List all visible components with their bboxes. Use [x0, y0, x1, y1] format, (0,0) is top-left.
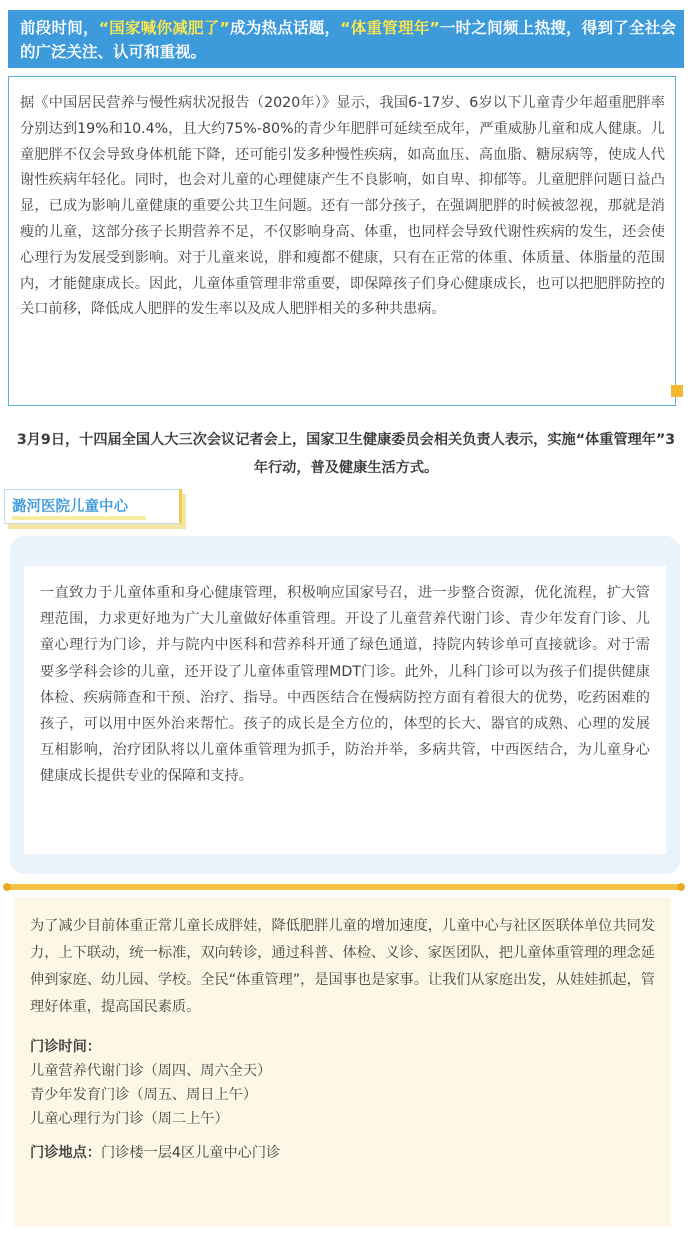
headline-banner: [8, 10, 684, 68]
banner-prefix: 前段时间，: [20, 19, 99, 37]
report-text: 据《中国居民营养与慢性病状况报告（2020年）》显示，我国6-17岁、6岁以下儿童青少年超重肥胖率分别达到19%和10.4%，且大约75%-80%的青少年肥胖可延续至成年，严重威胁儿童和成人健康。儿童肥胖不仅会导致身体机能下降，还可能引发多种慢性疾病，如高血压、高血脂、糖尿病等，使成人代谢性疾病年轻化。同时，也会对儿童的心理健康产生不良影响，如自卑、抑郁等。儿童肥胖问题日益凸显，已成为影响儿童健康的重要公共卫生问题。还有一部分孩子，在强调肥胖的时候被忽视，那就是消瘦的儿童，这部分孩子长期营养不足，不仅影响身高、体重，也同样会导致代谢性疾病的发生，还会使心理行为发展受到影响。对于儿童来说，胖和瘦都不健康，只有在正常的体重、体质量、体脂量的范围内，才能健康成长。因此，儿童体重管理非常重要，即保障孩子们身心健康成长，也可以把肥胖防控的关口前移，降低成人肥胖的发生率以及成人肥胖相关的多种共患病。: [20, 95, 665, 318]
clinic-location: [30, 1141, 655, 1165]
banner-suffix: 一时之间频上热搜，得到了全社会的广泛关注、认可和重视。: [20, 19, 676, 61]
banner-middle: 成为热点话题，: [229, 19, 341, 37]
clinic-hours-item: 青少年发育门诊（周五、周日上午）: [30, 1087, 258, 1103]
corner-decoration: [671, 385, 683, 397]
clinic-location-label: 门诊地点：: [30, 1145, 101, 1161]
clinic-location-value: 门诊楼一层4区儿童中心门诊: [100, 1145, 281, 1161]
report-box: [8, 76, 676, 406]
announcement: 3月9日，十四届全国人大三次会议记者会上，国家卫生健康委员会相关负责人表示，实施“体重管理年”3年行动，普及健康生活方式。: [16, 432, 676, 476]
banner-highlight-year: “体重管理年”: [340, 19, 440, 37]
gold-divider: [5, 884, 683, 890]
tab-underline: [12, 516, 146, 520]
banner-highlight-slogan: “国家喊你减肥了”: [98, 19, 230, 37]
community-panel: [14, 897, 671, 1227]
community-text: 为了减少目前体重正常儿童长成胖娃，降低肥胖儿童的增加速度，儿童中心与社区医联体单位共同发力，上下联动，统一标准，双向转诊，通过科普、体检、义诊、家医团队，把儿童体重管理的理念延伸到家庭、幼儿园、学校。全民“体重管理”，是国事也是家事。让我们从家庭出发，从娃娃抓起，管理好体重，提高国民素质。: [30, 918, 655, 1015]
section-tab-label: 潞河医院儿童中心: [12, 499, 128, 515]
clinic-hours-title: 门诊时间：: [30, 1039, 101, 1055]
clinic-hours-item: 儿童心理行为门诊（周二上午）: [30, 1111, 229, 1127]
center-intro-panel: [10, 536, 680, 874]
section-tab: [4, 489, 182, 524]
center-intro-text: 一直致力于儿童体重和身心健康管理，积极响应国家号召，进一步整合资源，优化流程，扩大管理范围，力求更好地为广大儿童做好体重管理。开设了儿童营养代谢门诊、青少年发育门诊、儿童心理行为门诊，并与院内中医科和营养科开通了绿色通道，持院内转诊单可直接就诊。对于需要多学科会诊的儿童，还开设了儿童体重管理MDT门诊。此外，儿科门诊可以为孩子们提供健康体检、疾病筛查和干预、治疗、指导。中西医结合在慢病防控方面有着很大的优势，吃药困难的孩子，可以用中医外治来帮忙。孩子的成长是全方位的，体型的长大、器官的成熟、心理的发展互相影响，治疗团队将以儿童体重管理为抓手，防治并举，多病共管，中西医结合，为儿童身心健康成长提供专业的保障和支持。: [24, 566, 666, 854]
clinic-hours-item: 儿童营养代谢门诊（周四、周六全天）: [30, 1063, 272, 1079]
